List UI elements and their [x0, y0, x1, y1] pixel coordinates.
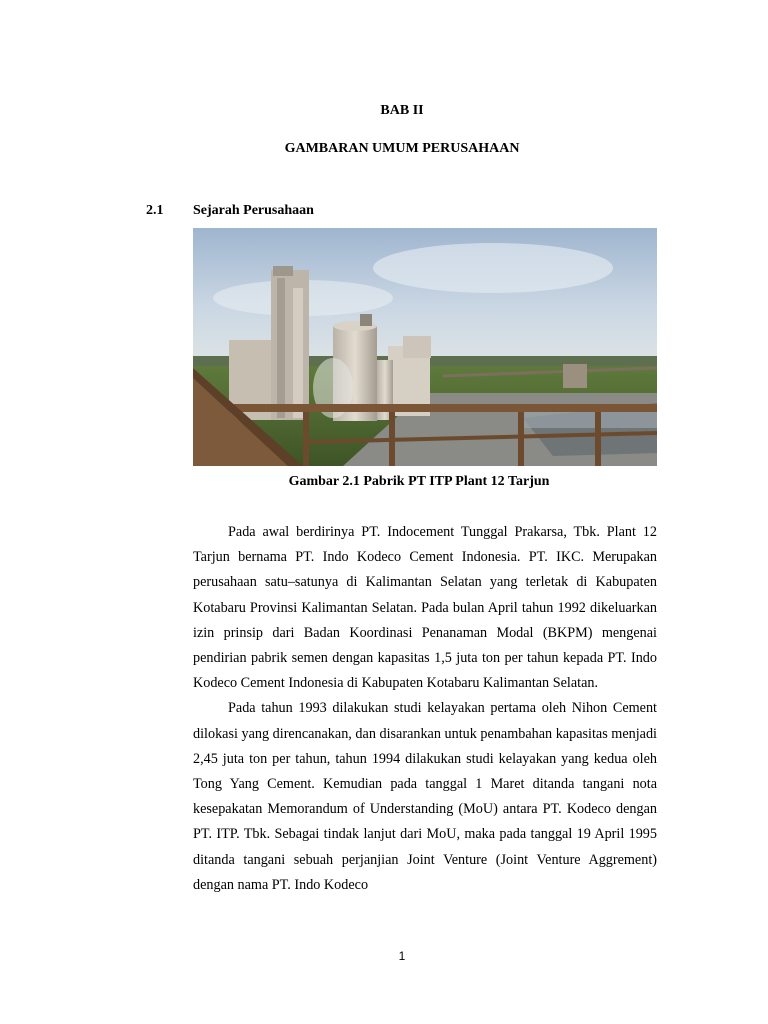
page-number: 1: [398, 949, 406, 963]
figure-caption: Gambar 2.1 Pabrik PT ITP Plant 12 Tarjun: [288, 474, 550, 489]
section-number: 2.1: [146, 203, 164, 218]
section-title: Sejarah Perusahaan: [193, 203, 314, 218]
body-text: [193, 520, 657, 898]
factory-photo: [193, 228, 657, 466]
paragraph: Pada awal berdirinya PT. Indocement Tunggal Prakarsa, Tbk. Plant 12 Tarjun bernama PT. Indo Kodeco Cement Indonesia. PT. IKC. Merupakan perusahaan satu–satunya di Kalimantan Selatan yang terletak di Kabupaten Kotabaru Provinsi Kalimantan Selatan. Pada bulan April tahun 1992 dikeluarkan izin prinsip dari Badan Koordinasi Penanaman Modal (BKPM) mengenai pendirian pabrik semen dengan kapasitas 1,5 juta ton per tahun kepada PT. Indo Kodeco Cement Indonesia di Kabupaten Kotabaru Kalimantan Selatan.: [193, 524, 657, 692]
paragraph: Pada tahun 1993 dilakukan studi kelayakan pertama oleh Nihon Cement dilokasi yang direncanakan, dan disarankan untuk penambahan kapasitas menjadi 2,45 juta ton per tahun, tahun 1994 dilakukan studi kelayakan yang kedua oleh Tong Yang Cement. Kemudian pada tanggal 1 Maret ditanda tangani nota kesepakatan Memorandum of Understanding (MoU) antara PT. Kodeco dengan PT. ITP. Tbk. Sebagai tindak lanjut dari MoU, maka pada tanggal 19 April 1995 ditanda tangani sebuah perjanjian Joint Venture (Joint Venture Aggrement) dengan nama PT. Indo Kodeco: [193, 700, 657, 893]
chapter-title: GAMBARAN UMUM PERUSAHAAN: [284, 141, 520, 156]
chapter-heading: BAB II: [380, 103, 424, 118]
